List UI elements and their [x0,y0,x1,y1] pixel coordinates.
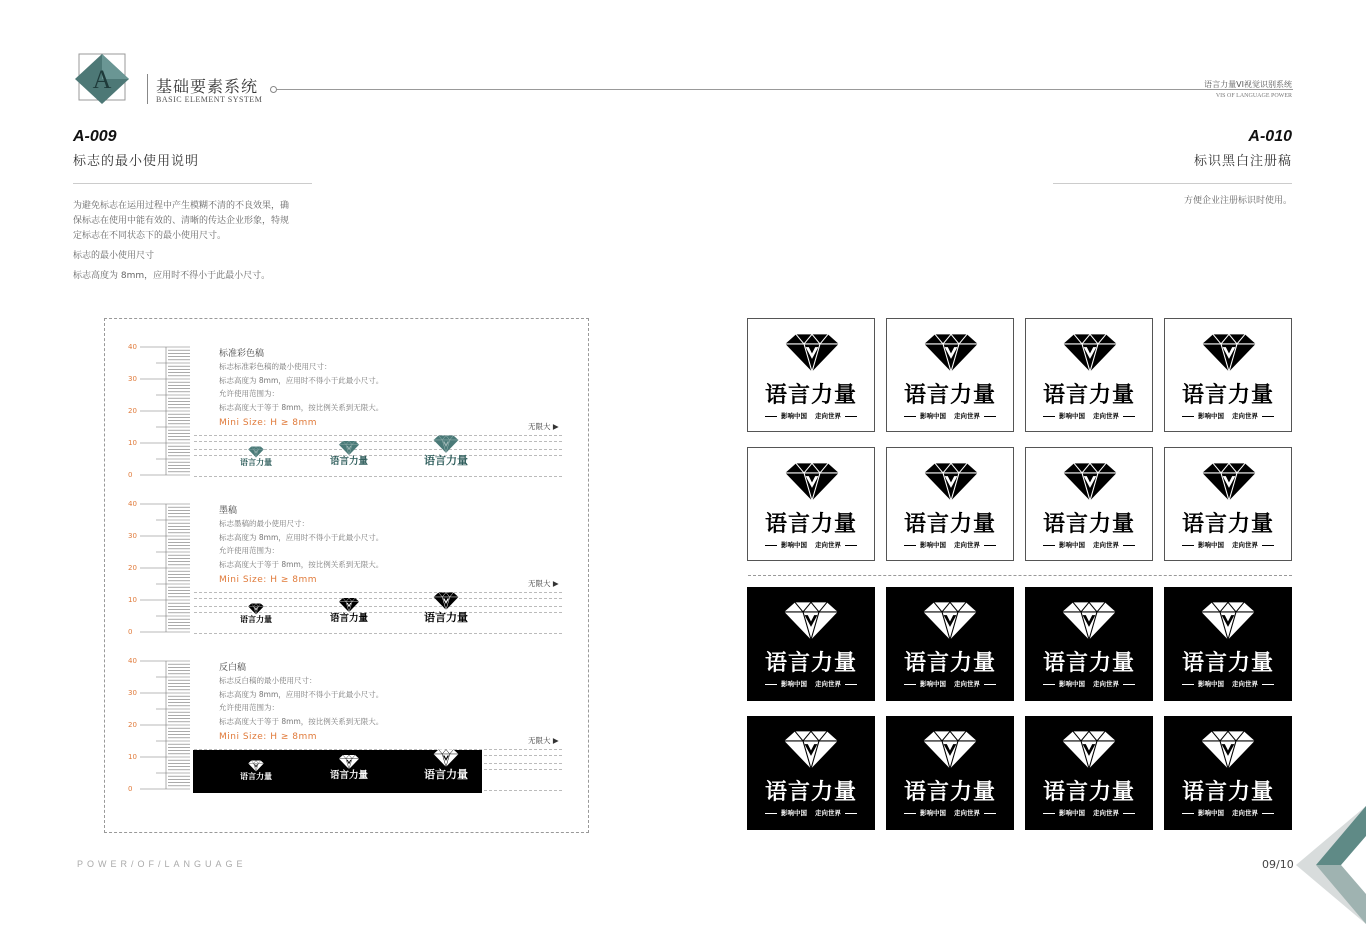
block-desc-line: 标志高度大于等于 8mm，按比例关系到无限大。 [219,559,384,569]
guide-dash-line [194,598,562,599]
slogan-part: 影响中国 [1059,541,1085,549]
left-sub-heading: 标志的最小使用尺寸 [73,251,155,261]
registration-tile-reverse [1025,587,1153,701]
registration-tile-reverse [1164,587,1292,701]
ruler-tick-label: 20 [128,564,137,572]
ruler-tick-label: 40 [128,657,137,665]
slogan-rule [1043,813,1055,814]
header-right-title-cn: 语言力量VI视觉识别系统 [1204,80,1292,89]
diamond-logo-icon [1056,597,1122,645]
tile-slogan [748,413,874,420]
slogan-rule [1262,545,1274,546]
block-mini-size: Mini Size: H ≥ 8mm [219,732,317,742]
ruler-tick-label: 30 [128,375,137,383]
diamond-logo-icon [779,329,845,377]
right-section-title: 标识黑白注册稿 [1193,154,1292,169]
mini-logo-sample [330,439,368,467]
left-sub-text: 标志高度为 8mm，应用时不得小于此最小尺寸。 [73,271,271,281]
diamond-logo-icon [1195,726,1261,774]
block-desc-line: 允许使用范围为： [219,389,279,398]
ruler-scale [128,657,198,797]
guide-dash-line [194,435,562,436]
tile-wordmark: 语言力量 [1181,780,1274,805]
mini-logo-wordmark: 语言力量 [330,456,369,468]
block-desc-line: 允许使用范围为： [219,546,279,555]
slogan-part: 走向世界 [815,680,841,688]
mini-logo-sample [240,445,272,467]
slogan-part: 影响中国 [781,680,807,688]
slogan-rule [1182,416,1194,417]
registration-tile-reverse [886,716,1014,830]
diamond-logo-icon [336,439,362,457]
diamond-logo-icon [430,433,462,455]
diamond-logo-icon [1196,458,1262,506]
tile-slogan [1026,413,1152,420]
brand-logo-mark [73,52,131,106]
slogan-rule [845,545,857,546]
ruler-tick-label: 0 [128,628,133,636]
tile-wordmark: 语言力量 [1181,512,1274,537]
slogan-rule [765,416,777,417]
slogan-rule [1182,684,1194,685]
ruler-tick-label: 10 [128,439,137,447]
slogan-part: 走向世界 [1232,809,1258,817]
mini-logo-sample [424,590,468,623]
min-size-block-reverse [104,657,589,802]
slogan-part: 走向世界 [1232,680,1258,688]
tile-wordmark: 语言力量 [903,512,996,537]
tile-wordmark: 语言力量 [764,383,857,408]
left-section-title: 标志的最小使用说明 [73,154,200,169]
slogan-part: 走向世界 [954,680,980,688]
ruler-tick-label: 0 [128,785,133,793]
diamond-logo-icon [246,445,266,459]
slogan-part: 走向世界 [1093,541,1119,549]
slogan-rule [845,684,857,685]
mini-logo-sample [240,602,272,624]
registration-tile-black [1025,447,1153,561]
slogan-part: 走向世界 [954,541,980,549]
paragraph-line: 定标志在不同状态下的最小使用尺寸。 [73,231,227,241]
diamond-logo-icon [918,329,984,377]
ruler-scale [128,500,198,640]
diamond-logo-icon [1195,597,1261,645]
slogan-part: 影响中国 [1198,680,1224,688]
slogan-rule [904,545,916,546]
slogan-part: 走向世界 [1093,680,1119,688]
diamond-logo-icon [430,747,462,769]
slogan-rule [1043,684,1055,685]
diamond-logo-icon [778,597,844,645]
header-line-dot [270,86,277,93]
tile-wordmark: 语言力量 [1181,651,1274,676]
mini-logo-wordmark: 语言力量 [240,458,272,467]
diamond-logo-icon [778,726,844,774]
slogan-rule [1123,416,1135,417]
ruler-tick-label: 30 [128,689,137,697]
slogan-rule [1182,813,1194,814]
tile-slogan [747,810,875,817]
slogan-rule [765,545,777,546]
header-rule [277,89,1293,90]
min-size-block-color [104,343,589,488]
mini-logo-wordmark: 语言力量 [330,613,369,625]
mini-logo-wordmark: 语言力量 [424,768,468,782]
block-desc-line: 标志高度大于等于 8mm，按比例关系到无限大。 [219,402,384,412]
registration-tile-reverse [886,587,1014,701]
mini-logo-sample [424,433,468,466]
slogan-part: 走向世界 [815,412,841,420]
tile-wordmark: 语言力量 [1042,383,1135,408]
tile-wordmark: 语言力量 [764,651,857,676]
slogan-part: 走向世界 [954,412,980,420]
block-mini-size: Mini Size: H ≥ 8mm [219,418,317,428]
min-size-block-ink [104,500,589,645]
right-section-rule [1053,183,1292,184]
tile-slogan [887,413,1013,420]
diamond-logo-icon [1196,329,1262,377]
slogan-rule [1262,813,1274,814]
block-desc-line: 标志高度为 8mm，应用时不得小于此最小尺寸。 [219,689,384,699]
mini-logo-wordmark: 语言力量 [240,615,272,624]
slogan-rule [1262,684,1274,685]
block-desc-line: 标志墨稿的最小使用尺寸： [219,519,309,528]
tile-slogan [748,542,874,549]
guide-dash-line [194,633,562,634]
slogan-rule [1123,684,1135,685]
logo-letter: A [92,65,112,94]
header-title-en: BASIC ELEMENT SYSTEM [156,95,263,104]
slogan-part: 影响中国 [1059,680,1085,688]
paragraph-line: 保标志在使用中能有效的、清晰的传达企业形象，特规 [73,216,290,226]
block-title: 反白稿 [219,663,247,673]
diamond-logo-icon [1057,458,1123,506]
block-title: 墨稿 [219,506,238,516]
mini-logo-sample [424,747,468,780]
slogan-part: 影响中国 [1198,412,1224,420]
slogan-part: 影响中国 [920,412,946,420]
slogan-rule [904,813,916,814]
tile-wordmark: 语言力量 [903,383,996,408]
page-number: 09/10 [1262,858,1294,871]
block-mini-size: Mini Size: H ≥ 8mm [219,575,317,585]
slogan-part: 影响中国 [781,541,807,549]
slogan-rule [904,684,916,685]
ruler-tick-label: 30 [128,532,137,540]
tile-slogan [1164,810,1292,817]
slogan-rule [984,813,996,814]
header-divider [147,74,148,104]
registration-tile-black [1164,447,1292,561]
guide-dash-line [194,476,562,477]
header-title-cn: 基础要素系统 [156,77,259,96]
ruler-tick-label: 20 [128,407,137,415]
diamond-logo-icon [1056,726,1122,774]
tile-slogan [1165,413,1291,420]
diamond-logo-icon [1057,329,1123,377]
slogan-part: 走向世界 [815,809,841,817]
tile-slogan [1026,542,1152,549]
registration-tile-black [1164,318,1292,432]
slogan-rule [845,813,857,814]
slogan-rule [984,684,996,685]
registration-tile-reverse [1025,716,1153,830]
tile-wordmark: 语言力量 [903,651,996,676]
tile-slogan [1025,681,1153,688]
header-right-title-en: VIS OF LANGUAGE POWER [1215,93,1292,99]
slogan-part: 走向世界 [1093,412,1119,420]
diamond-logo-icon [336,753,362,771]
mini-logo-sample [240,759,272,781]
tile-wordmark: 语言力量 [1042,651,1135,676]
guide-dash-line [194,441,562,442]
ruler-tick-label: 10 [128,596,137,604]
tile-wordmark: 语言力量 [1181,383,1274,408]
tile-wordmark: 语言力量 [1042,780,1135,805]
tile-slogan [747,681,875,688]
block-infinity-label: 无限大 ▶ [528,422,559,431]
slogan-rule [1262,416,1274,417]
slogan-part: 走向世界 [954,809,980,817]
right-section-desc: 方便企业注册标识时使用。 [1183,196,1292,206]
tile-grid-divider [748,575,1292,576]
slogan-rule [765,684,777,685]
tile-slogan [886,810,1014,817]
tile-wordmark: 语言力量 [764,512,857,537]
block-desc-line: 标志标准彩色稿的最小使用尺寸： [219,362,332,371]
diamond-logo-icon [336,596,362,614]
tile-slogan [887,542,1013,549]
slogan-part: 走向世界 [815,541,841,549]
tile-wordmark: 语言力量 [764,780,857,805]
diamond-logo-icon [918,458,984,506]
block-desc-line: 允许使用范围为： [219,703,279,712]
slogan-part: 影响中国 [1059,412,1085,420]
left-section-rule [73,183,312,184]
block-desc-line: 标志高度为 8mm，应用时不得小于此最小尺寸。 [219,532,384,542]
block-infinity-label: 无限大 ▶ [528,736,559,745]
block-desc-line: 标志高度大于等于 8mm，按比例关系到无限大。 [219,716,384,726]
diamond-logo-icon [779,458,845,506]
block-desc-line: 标志反白稿的最小使用尺寸： [219,676,317,685]
corner-logo-mark [1296,806,1366,924]
mini-logo-wordmark: 语言力量 [424,611,468,625]
tile-slogan [1164,681,1292,688]
ruler-tick-label: 0 [128,471,133,479]
slogan-rule [1123,545,1135,546]
slogan-part: 影响中国 [781,809,807,817]
mini-logo-wordmark: 语言力量 [330,770,369,782]
registration-tile-black [747,447,875,561]
slogan-part: 影响中国 [920,680,946,688]
slogan-part: 影响中国 [781,412,807,420]
registration-tile-black [886,318,1014,432]
diamond-logo-icon [246,759,266,773]
slogan-part: 影响中国 [1198,809,1224,817]
mini-logo-wordmark: 语言力量 [424,454,468,468]
ruler-tick-label: 10 [128,753,137,761]
slogan-rule [765,813,777,814]
ruler-scale [128,343,198,483]
slogan-part: 走向世界 [1232,412,1258,420]
left-paragraph [73,199,318,244]
left-section-code: A-009 [73,128,117,145]
slogan-rule [984,416,996,417]
ruler-tick-label: 20 [128,721,137,729]
guide-dash-line [194,592,562,593]
registration-tile-black [886,447,1014,561]
slogan-rule [1043,416,1055,417]
slogan-part: 走向世界 [1093,809,1119,817]
registration-tile-reverse [1164,716,1292,830]
tile-wordmark: 语言力量 [903,780,996,805]
slogan-rule [845,416,857,417]
paragraph-line: 为避免标志在运用过程中产生模糊不清的不良效果，确 [73,201,290,211]
slogan-rule [984,545,996,546]
slogan-rule [1043,545,1055,546]
footer-tagline: POWER/OF/LANGUAGE [77,859,247,869]
slogan-part: 影响中国 [1059,809,1085,817]
ruler-tick-label: 40 [128,500,137,508]
block-infinity-label: 无限大 ▶ [528,579,559,588]
slogan-part: 影响中国 [920,541,946,549]
slogan-part: 影响中国 [920,809,946,817]
registration-tile-black [1025,318,1153,432]
slogan-part: 影响中国 [1198,541,1224,549]
slogan-rule [1123,813,1135,814]
diamond-logo-icon [917,726,983,774]
mini-logo-wordmark: 语言力量 [240,772,272,781]
block-desc-line: 标志高度为 8mm，应用时不得小于此最小尺寸。 [219,375,384,385]
right-section-code: A-010 [1248,128,1292,145]
slogan-part: 走向世界 [1232,541,1258,549]
tile-slogan [886,681,1014,688]
diamond-logo-icon [917,597,983,645]
mini-logo-sample [330,753,368,781]
registration-tile-black [747,318,875,432]
block-title: 标准彩色稿 [219,349,265,359]
slogan-rule [1182,545,1194,546]
registration-tile-reverse [747,716,875,830]
slogan-rule [904,416,916,417]
registration-tile-reverse [747,587,875,701]
mini-logo-sample [330,596,368,624]
diamond-logo-icon [430,590,462,612]
tile-slogan [1025,810,1153,817]
tile-wordmark: 语言力量 [1042,512,1135,537]
tile-slogan [1165,542,1291,549]
diamond-logo-icon [246,602,266,616]
ruler-tick-label: 40 [128,343,137,351]
